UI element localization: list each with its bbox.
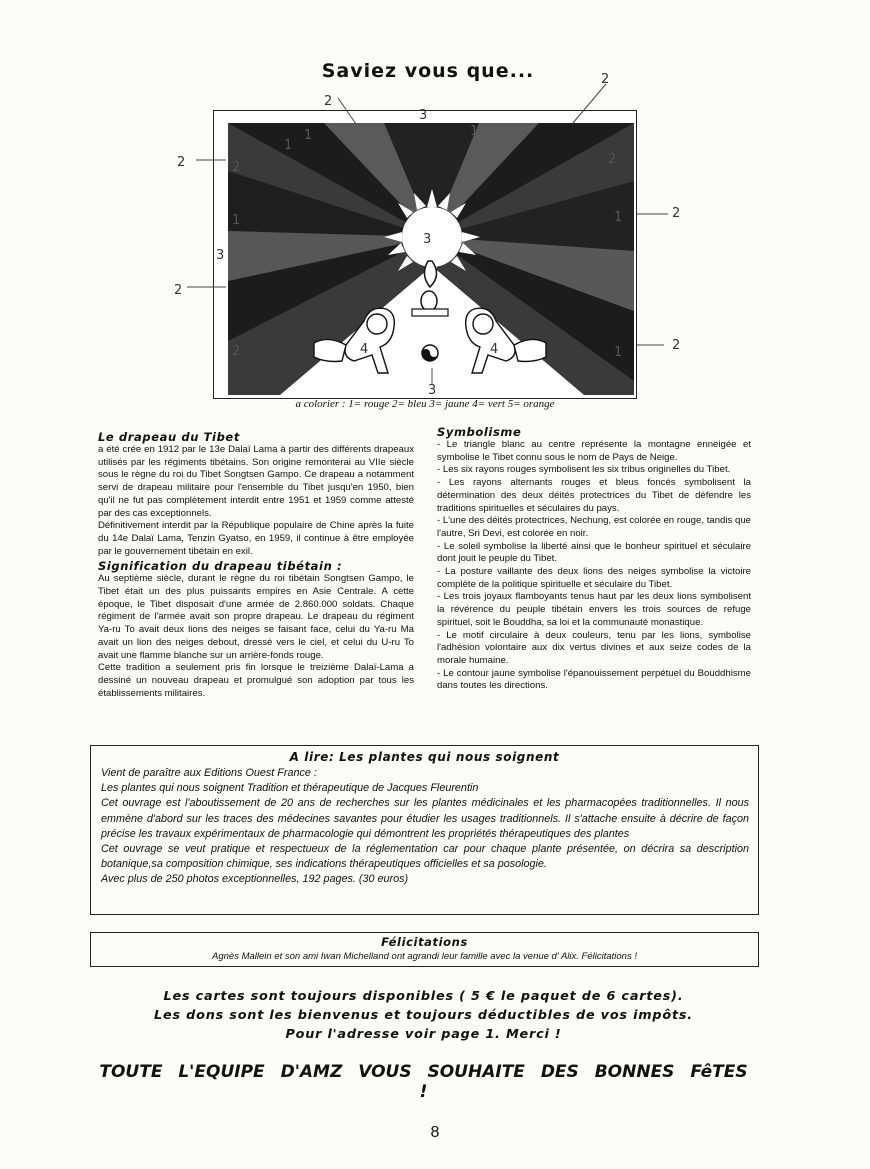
symbolism-column xyxy=(437,425,751,693)
flag-number-label: 4 xyxy=(360,342,369,357)
flag-number-label: 3 xyxy=(419,108,428,123)
box-heading: Félicitations xyxy=(381,935,468,949)
box-line: Avec plus de 250 photos exceptionnelles, 192 pages. (30 euros) xyxy=(101,873,409,886)
box-text: Agnès Mallein et son ami Iwan Michelland ont agrandi leur famille avec la venue d' Alix. Félicitations ! xyxy=(212,951,637,962)
list-item: - Les six rayons rouges symbolisent les six tribus originelles du Tibet. xyxy=(437,464,731,476)
flag-number-label: 1 xyxy=(614,345,623,360)
flag-number-label: 1 xyxy=(608,280,617,295)
box-heading: A lire: Les plantes qui nous soignent xyxy=(289,750,560,764)
page-title: Saviez vous que... xyxy=(321,60,535,82)
paragraph: a été crée en 1912 par le 13e Dalaï Lama à partir des différents drapeaux utilisés par les régiments tibétains. Son origine remonterai au VIIe siècle sous le règne du roi du Tibet Songtsen Gampo. Ce drapeau a notamment servi de drapeau militaire pour l'ensemble du Tibet jusqu'en 1950, bien qu'il ne fut pas complètement interdit entre 1951 et 1959 comme attesté par des cas exceptionnels. xyxy=(98,444,414,519)
flag-number-label: 1 xyxy=(470,124,479,139)
list-item: - Les trois joyaux flamboyants tenus haut par les deux lions symbolisent la révérence du peuple tibétain envers les trois sources de refuge spirituel, soit le Bouddha, sa loi et la communauté monastique. xyxy=(437,591,751,628)
flag-color-legend: a colorier : 1= rouge 2= bleu 3= jaune 4= vert 5= orange xyxy=(295,398,555,410)
list-item: - Le contour jaune symbolise l'épanouissement perpétuel du Bouddhisme dans toutes les directions. xyxy=(437,667,751,692)
flag-number-label: 3 xyxy=(216,248,225,263)
season-greetings: TOUTE L'EQUIPE D'AMZ VOUS SOUHAITE DES BONNES FêTES ! xyxy=(99,1062,748,1102)
page-number: 8 xyxy=(430,1124,440,1141)
list-item: - Le soleil symbolise la liberté ainsi que le bonheur spirituel et séculaire dont jouit le peuple du Tibet. xyxy=(437,540,751,565)
list-item: - L'une des déités protectrices, Nechung, est colorée en rouge, tandis que l'autre, Sri Devi, est colorée en noir. xyxy=(437,515,751,539)
flag-number-label: 3 xyxy=(423,232,432,247)
flag-number-label: 5 xyxy=(458,278,467,293)
flag-number-label: 2 xyxy=(174,283,183,298)
flag-number-label: 3 xyxy=(428,383,437,398)
book-recommendation-box xyxy=(90,745,759,915)
flag-number-label: 2 xyxy=(672,206,681,221)
notice-line: Pour l'adresse voir page 1. Merci ! xyxy=(285,1027,562,1042)
paragraph: Définitivement interdit par la République populaire de Chine après la fuite du 14e Dalaï Lama, Tenzin Gyatso, en 1959, il continue à être employée par le gouvernement tibétain en exil. xyxy=(98,520,414,557)
notice-line: Les cartes sont toujours disponibles ( 5 € le paquet de 6 cartes). xyxy=(163,989,684,1004)
list-item: - Le motif circulaire à deux couleurs, tenu par les lions, symbolise l'adhésion volontaire aux dix vertus divines et aux seize codes de la morale humaine. xyxy=(437,629,751,666)
paragraph: Au septième siècle, durant le règne du roi tibétain Songtsen Gampo, le Tibet était un des plus puissants empires en Asie Centrale. A cette époque, le Tibet disposait d'une armée de 2.860.000 soldats. Chaque régiment de l'armée avait son propre drapeau. Le drapeau du régiment Ya-ru To avait deux lions des neiges se faisant face, celui du Ya-ru Ma avait un lion des neiges debout, dressé vers le ciel, et celui du U-ru To avait une flamme blanche sur un arrière-fonds rouge. xyxy=(98,573,414,661)
congratulations-box xyxy=(90,932,759,967)
flag-history-column xyxy=(98,430,414,700)
box-line: Cet ouvrage est l'aboutissement de 20 ans de recherches sur les plantes médicinales et les pharmacopées traditionnelles. Il nous emmène d'abord sur les traces des médecines savantes pour étudier les usages traditionnels. Il s'attache ensuite à décrire de façon précise les travaux expérimentaux de pharmacologie qui démontrent les propriétés thérapeutiques des plantes xyxy=(101,797,749,840)
list-item: - Les rayons alternants rouges et bleus foncés symbolisent la détermination des deux déités protectrices du Tibet de défendre les traditions spirituelles et séculaires du pays. xyxy=(437,477,751,514)
flag-number-label: 2 xyxy=(177,155,186,170)
box-line: Vient de paraître aux Editions Ouest France : xyxy=(101,767,317,779)
list-item: - Le triangle blanc au centre représente la montagne enneigée et symbolise le Tibet connu sous le nom de Pays de Neige. xyxy=(437,439,751,463)
flag-number-label: 2 xyxy=(608,152,617,167)
flag-number-label: 4 xyxy=(490,342,499,357)
flag-number-label: 2 xyxy=(324,94,333,109)
list-item: - La posture vaillante des deux lions des neiges symbolise la victoire complète de la politique spirituelle et séculaire du Tibet. xyxy=(437,566,751,590)
box-line: Cet ouvrage se veut pratique et respectueux de la réglementation car pour chaque plante présentée, on décrira sa description botanique,sa composition chimique, ses indications thérapeutiques officielles et sa posologie. xyxy=(101,843,749,871)
paragraph: Cette tradition a seulement pris fin lorsque le treizième Dalaï-Lama a dessiné un nouveau drapeau et promulgué son adoption par tous les établissements militaires. xyxy=(98,662,414,699)
section-heading: Le drapeau du Tibet xyxy=(98,430,240,444)
flag-number-label: 1 xyxy=(284,138,293,153)
section-heading: Signification du drapeau tibétain : xyxy=(98,559,343,574)
cards-and-donations-notice xyxy=(90,987,757,1044)
flag-number-label: 2 xyxy=(232,160,241,175)
flag-number-label: 1 xyxy=(232,213,241,228)
flag-number-label: 2 xyxy=(672,338,681,353)
flag-number-label: 2 xyxy=(601,72,610,87)
flag-number-label: 1 xyxy=(304,128,313,143)
section-heading: Symbolisme xyxy=(437,425,522,439)
flag-number-label: 2 xyxy=(232,344,241,359)
flag-number-label: 1 xyxy=(614,210,623,225)
notice-line: Les dons sont les bienvenus et toujours déductibles de vos impôts. xyxy=(154,1008,693,1023)
box-line: Les plantes qui nous soignent Tradition et thérapeutique de Jacques Fleurentin xyxy=(101,782,479,795)
